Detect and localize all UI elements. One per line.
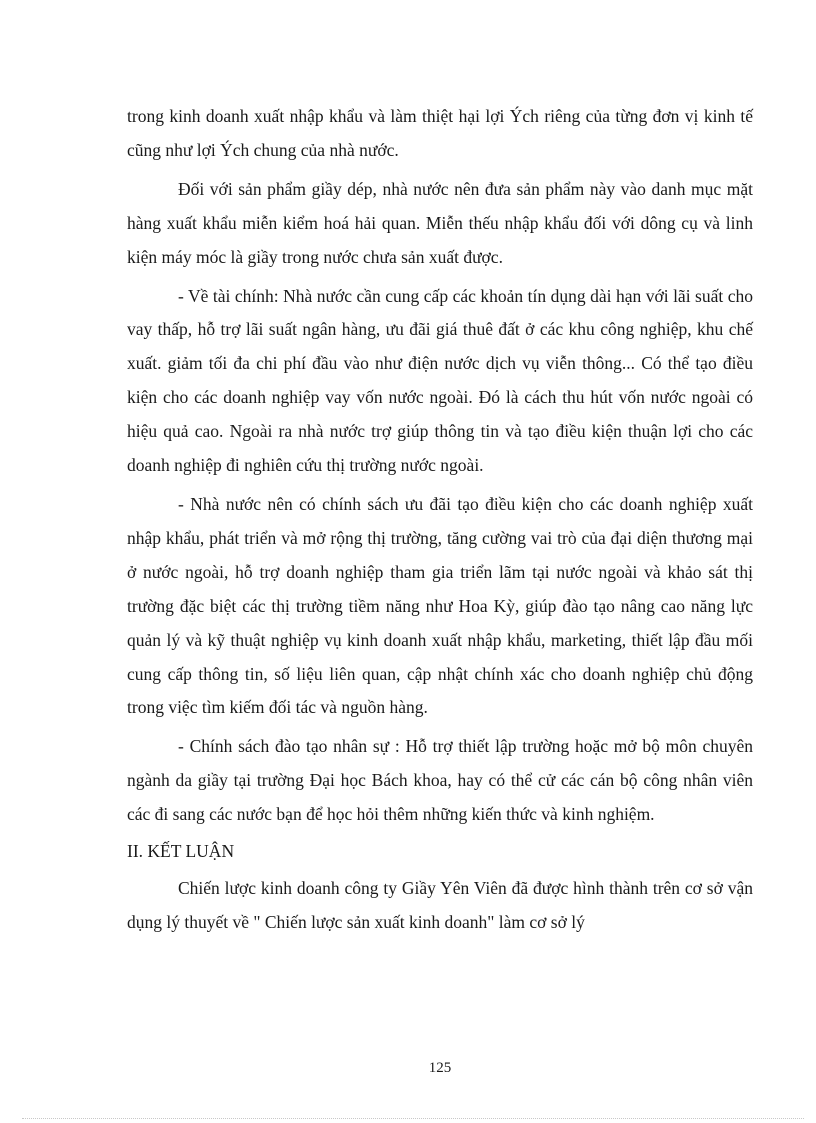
paragraph-footwear-customs: Đối với sản phẩm giầy dép, nhà nước nên đưa sản phẩm này vào danh mục mặt hàng xuất khẩu miễn kiểm hoá hải quan. Miễn thếu nhập khẩu đối với dông cụ và linh kiện máy móc là giầy trong nước chưa sản xuất được. bbox=[127, 178, 753, 267]
paragraph-finance: - Về tài chính: Nhà nước cần cung cấp các khoản tín dụng dài hạn với lãi suất cho vay thấp, hỗ trợ lãi suất ngân hàng, ưu đãi giá thuê đất ở các khu công nghiệp, khu chế xuất. giảm tối đa chi phí đầu vào như điện nước dịch vụ viễn thông... Có thể tạo điều kiện cho các doanh nghiệp vay vốn nước ngoài. Đó là cách thu hút vốn nước ngoài có hiệu quả cao. Ngoài ra nhà nước trợ giúp thông tin và tạo điều kiện thuận lợi cho các doanh nghiệp đi nghiên cứu thị trường nước ngoài. bbox=[127, 285, 753, 476]
paragraph-continuation: trong kinh doanh xuất nhập khẩu và làm thiệt hại lợi Ých riêng của từng đơn vị kinh tế cũng như lợi Ých chung của nhà nước. bbox=[127, 106, 753, 160]
body-text bbox=[127, 100, 753, 940]
footer-divider bbox=[22, 1118, 804, 1119]
paragraph-market-support: - Nhà nước nên có chính sách ưu đãi tạo điều kiện cho các doanh nghiệp xuất nhập khẩu, phát triển và mở rộng thị trường, tăng cường vai trò của đại diện thương mại ở nước ngoài, hỗ trợ doanh nghiệp tham gia triển lãm tại nước ngoài và khảo sát thị trường đặc biệt các thị trường tiềm năng như Hoa Kỳ, giúp đào tạo nâng cao năng lực quản lý và kỹ thuật nghiệp vụ kinh doanh xuất nhập khẩu, marketing, thiết lập đầu mối cung cấp thông tin, số liệu liên quan, cập nhật chính xác cho doanh nghiệp chủ động trong việc tìm kiếm đối tác và nguồn hàng. bbox=[127, 493, 753, 718]
paragraph-training-policy: - Chính sách đào tạo nhân sự : Hỗ trợ thiết lập trường hoặc mở bộ môn chuyên ngành da giầy tại trường Đại học Bách khoa, hay có thể cử các cán bộ công nhân viên các đi sang các nước bạn để học hỏi thêm những kiến thức và kinh nghiệm. bbox=[127, 736, 753, 825]
paragraph-conclusion: Chiến lược kinh doanh công ty Giầy Yên Viên đã được hình thành trên cơ sở vận dụng lý thuyết về " Chiến lược sản xuất kinh doanh" làm cơ sở lý bbox=[127, 877, 753, 932]
section-heading-conclusion: II. KẾT LUẬN bbox=[127, 841, 235, 862]
page-number: 125 bbox=[428, 1060, 452, 1076]
